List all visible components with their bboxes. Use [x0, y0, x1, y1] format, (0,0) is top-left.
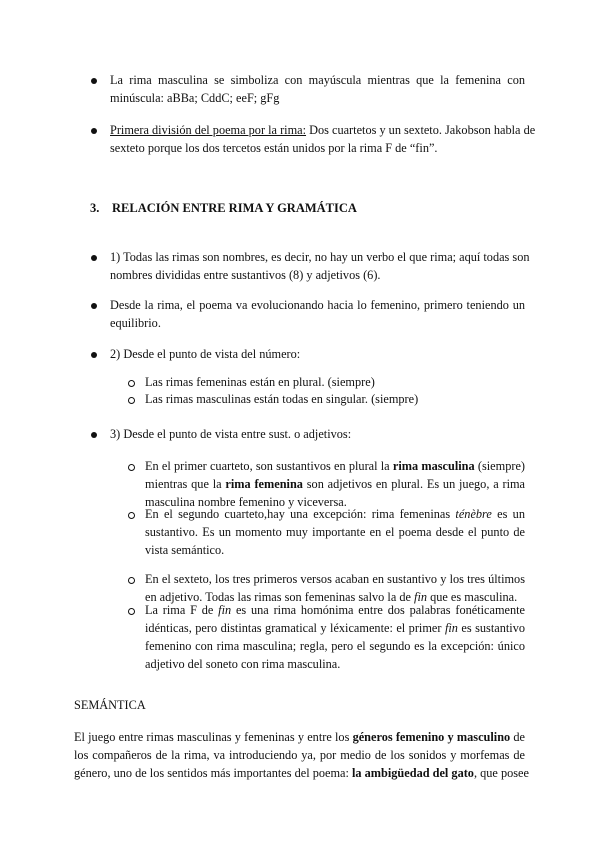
text-span: es una rima homónima entre dos palabras fonéticamente	[231, 603, 525, 617]
text-span: de	[510, 730, 525, 744]
sub-bullet-circle	[128, 380, 135, 387]
text-span: , que posee	[473, 766, 529, 780]
sub-bullet-circle	[128, 512, 135, 519]
bullet-todas-las-rimas	[110, 248, 530, 284]
text-line: Las rimas masculinas están todas en singular. (siempre)	[145, 392, 419, 406]
text-span: En el primer cuarteto, son sustantivos en plural la	[145, 459, 393, 473]
text-line: sustantivo. Es un momento muy importante en el poema desde el punto de	[145, 525, 525, 539]
italic-word: ténèbre	[455, 507, 492, 521]
sub-item-femeninas	[145, 373, 375, 391]
italic-word: fin	[444, 621, 458, 635]
text-line: En el sexteto, los tres primeros versos acaban en sustantivo y los tres últimos	[145, 572, 525, 586]
text-span: son adjetivos en plural. Es un juego, a rima	[302, 477, 526, 491]
section-title: RELACIÓN ENTRE RIMA Y GRAMÁTICA	[112, 201, 357, 215]
bold-phrase: la ambigüedad del gato	[352, 766, 474, 780]
underlined-phrase: Primera división del poema por la rima:	[110, 123, 307, 137]
text-line: sexteto porque los dos tercetos están unidos por la rima F de “fin”.	[110, 141, 438, 155]
bullet-dot	[91, 128, 97, 134]
bullet-dot	[91, 432, 97, 438]
sub-item-segundo-cuarteto	[145, 505, 525, 559]
text-line: femenino con rima masculina; regla, pero el segundo es la excepción: único	[145, 639, 525, 653]
bullet-dot	[91, 255, 97, 261]
sub-item-rima-f	[145, 601, 525, 673]
sub-bullet-circle	[128, 608, 135, 615]
italic-word: fin	[218, 603, 232, 617]
sub-item-primer-cuarteto	[145, 457, 525, 511]
text-span: que es masculina.	[427, 590, 518, 604]
text-line: equilibrio.	[110, 316, 161, 330]
text-span: Dos cuartetos y un sexteto. Jakobson habla de	[306, 123, 536, 137]
sub-item-masculinas	[145, 390, 418, 408]
text-line: 2) Desde el punto de vista del número:	[110, 347, 301, 361]
bullet-rima-masculina	[110, 71, 525, 107]
bullet-dot	[91, 352, 97, 358]
text-line: nombres divididas entre sustantivos (8) y adjetivos (6).	[110, 268, 381, 282]
text-line: los compañeros de la rima, va introduciendo ya, por medio de los sonidos y morfemas de	[74, 748, 525, 762]
sub-bullet-circle	[128, 397, 135, 404]
sub-bullet-circle	[128, 464, 135, 471]
semantica-title: SEMÁNTICA	[74, 698, 146, 712]
text-line: adjetivo del soneto con rima masculina.	[145, 657, 341, 671]
text-line: minúscula: aBBa; CddC; eeF; gFg	[110, 91, 280, 105]
italic-word: fin	[414, 590, 428, 604]
bullet-primera-division	[110, 121, 536, 157]
text-span: idénticas, pero distintas gramatical y léxicamente: el primer	[145, 621, 445, 635]
bullet-numero	[110, 345, 525, 363]
text-line: La rima masculina se simboliza con mayúscula mientras que la femenina con	[110, 73, 525, 87]
bullet-dot	[91, 78, 97, 84]
section-heading	[90, 199, 357, 217]
text-line: Desde la rima, el poema va evolucionando hacia lo femenino, primero teniendo un	[110, 298, 525, 312]
bullet-desde-la-rima	[110, 296, 525, 332]
bold-phrase: rima masculina	[392, 459, 475, 473]
text-line: vista semántico.	[145, 543, 225, 557]
text-span: es un	[491, 507, 525, 521]
bold-phrase: rima femenina	[225, 477, 303, 491]
section-number: 3.	[90, 201, 100, 215]
text-line: 1) Todas las rimas son nombres, es decir, no hay un verbo el que rima; aquí todas son	[110, 250, 530, 264]
text-span: es sustantivo	[457, 621, 525, 635]
text-span: El juego entre rimas masculinas y femeninas y entre los	[74, 730, 353, 744]
bold-phrase: géneros femenino y masculino	[352, 730, 511, 744]
sub-bullet-circle	[128, 577, 135, 584]
text-span: mientras que la	[145, 477, 226, 491]
text-span: en adjetivo. Todas las rimas son femeninas salvo la de	[145, 590, 415, 604]
bullet-dot	[91, 303, 97, 309]
text-line: 3) Desde el punto de vista entre sust. o adjetivos:	[110, 427, 352, 441]
text-span: La rima F de	[145, 603, 219, 617]
text-span: En el segundo cuarteto,hay una excepción: rima femeninas	[145, 507, 456, 521]
text-span: género, uno de los sentidos más importantes del poema:	[74, 766, 352, 780]
text-span: (siempre)	[474, 459, 525, 473]
semantica-paragraph	[74, 728, 529, 782]
text-line: masculina nombre femenino y viceversa.	[145, 495, 347, 509]
bullet-sust-adj	[110, 425, 525, 443]
text-line: Las rimas femeninas están en plural. (siempre)	[145, 375, 375, 389]
